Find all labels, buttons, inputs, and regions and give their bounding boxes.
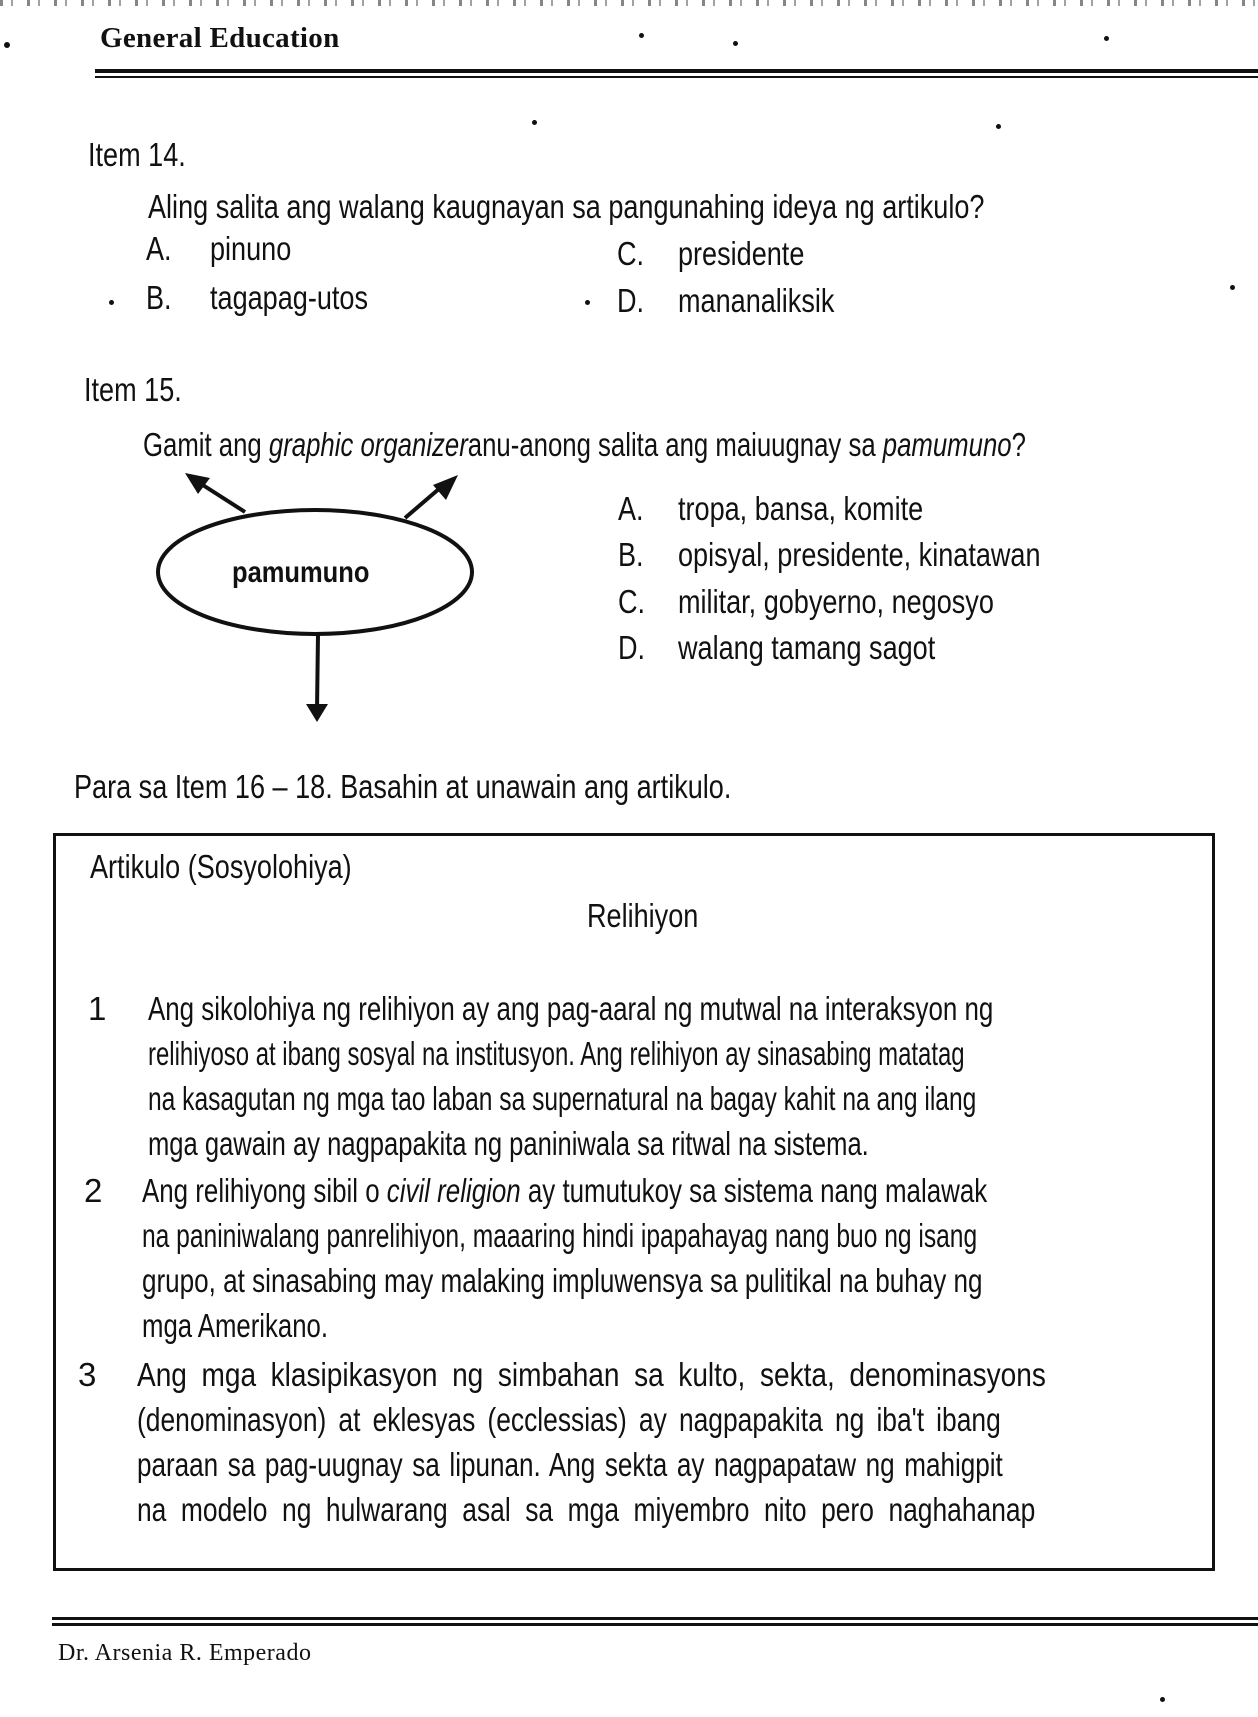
item-14-option-b-letter: B. xyxy=(146,279,172,316)
footer-author: Dr. Arsenia R. Emperado xyxy=(58,1640,312,1666)
paragraph-3-line: (denominasyon) at eklesyas (ecclessias) ay nagpapakita ng iba't ibang xyxy=(137,1401,1001,1438)
arrow-up-left-icon xyxy=(185,473,245,512)
scan-speck xyxy=(1104,36,1109,41)
item-14-question xyxy=(148,190,1168,223)
paragraph-3-line: paraan sa pag-uugnay sa lipunan. Ang sekta ay nagpapataw ng mahigpit xyxy=(137,1446,1003,1483)
scan-artifact-top xyxy=(0,0,1258,6)
paragraph-1-number: 1 xyxy=(88,990,107,1027)
item-14-option-c: presidente xyxy=(678,235,805,272)
footer-rule xyxy=(52,1617,1258,1620)
paragraph-3-line: Ang mga klasipikasyon ng simbahan sa kulto, sekta, denominasyons xyxy=(137,1356,1046,1393)
scan-speck xyxy=(733,41,738,46)
paragraph-3-number: 3 xyxy=(78,1356,97,1393)
header-rule-thin xyxy=(95,76,1258,78)
scan-speck xyxy=(109,300,114,305)
item-14-option-b: tagapag-utos xyxy=(210,279,368,316)
item-15-option-d: walang tamang sagot xyxy=(678,629,936,666)
italic-term-pamumuno: pamumuno xyxy=(882,426,1012,463)
scan-speck xyxy=(585,300,590,305)
arrow-up-right-icon xyxy=(405,475,458,518)
paragraph-2-line: na paniniwalang panrelihiyon, maaaring hindi ipapahayag nang buo ng isang xyxy=(142,1217,978,1254)
article-title: Relihiyon xyxy=(587,897,699,934)
scan-speck xyxy=(532,120,537,125)
item-15-option-c-letter: C. xyxy=(618,583,646,620)
footer-rule-thin xyxy=(52,1623,1258,1626)
scan-speck xyxy=(1230,285,1235,290)
diagram-center-label: pamumuno xyxy=(232,556,370,589)
graphic-organizer-diagram xyxy=(140,460,480,730)
scan-speck xyxy=(996,124,1001,129)
italic-term-graphic-organizer: graphic organizer xyxy=(268,426,468,463)
page-header-title: General Education xyxy=(100,22,340,54)
scan-speck xyxy=(4,42,10,48)
item-15-option-a-letter: A. xyxy=(618,490,644,527)
paragraph-3-line: na modelo ng hulwarang asal sa mga miyembro nito pero naghahanap xyxy=(137,1491,1036,1528)
scan-speck xyxy=(639,33,644,38)
item-15-option-b: opisyal, presidente, kinatawan xyxy=(678,536,1041,573)
item-14-option-a-letter: A. xyxy=(146,230,172,267)
item-14-option-d-letter: D. xyxy=(617,282,645,319)
item-14-question-text: Aling salita ang walang kaugnayan sa pangunahing ideya ng artikulo? xyxy=(148,188,985,225)
item-15-option-c: militar, gobyerno, negosyo xyxy=(678,583,994,620)
article-category: Artikulo (Sosyolohiya) xyxy=(90,848,352,885)
paragraph-2-number: 2 xyxy=(84,1172,103,1209)
paragraph-2-line: grupo, at sinasabing may malaking impluwensya sa pulitikal na buhay ng xyxy=(142,1262,983,1299)
item-14-option-a: pinuno xyxy=(210,230,292,267)
italic-term-civil-religion: civil religion xyxy=(386,1172,521,1209)
item-16-18-instructions: Para sa Item 16 – 18. Basahin at unawain ang artikulo. xyxy=(74,768,732,805)
item-15-label-text: Item 15. xyxy=(84,371,182,408)
item-15-question: Gamit ang graphic organizeranu-anong salita ang maiuugnay sa pamumuno? xyxy=(143,426,1026,463)
item-14-label-text: Item 14. xyxy=(88,136,186,173)
paragraph-2-line: mga Amerikano. xyxy=(142,1307,328,1344)
item-15-label xyxy=(84,373,203,406)
item-15-option-b-letter: B. xyxy=(618,536,644,573)
item-15-option-a: tropa, bansa, komite xyxy=(678,490,924,527)
paragraph-2-line: Ang relihiyong sibil o civil religion ay tumutukoy sa sistema nang malawak xyxy=(142,1172,988,1209)
arrow-down-icon xyxy=(306,634,328,722)
scan-speck xyxy=(1160,1697,1165,1702)
header-rule xyxy=(95,69,1258,73)
paragraph-1-line: Ang sikolohiya ng relihiyon ay ang pag-aaral ng mutwal na interaksyon ng xyxy=(148,990,994,1027)
item-14-label xyxy=(88,138,207,171)
paragraph-1-line: relihiyoso at ibang sosyal na institusyon. Ang relihiyon ay sinasabing matatag xyxy=(148,1035,965,1072)
item-14-option-c-letter: C. xyxy=(617,235,645,272)
paragraph-1-line: na kasagutan ng mga tao laban sa supernatural na bagay kahit na ang ilang xyxy=(148,1080,977,1117)
item-15-option-d-letter: D. xyxy=(618,629,646,666)
paragraph-1-line: mga gawain ay nagpapakita ng paniniwala sa ritwal na sistema. xyxy=(148,1125,869,1162)
item-14-option-d: mananaliksik xyxy=(678,282,835,319)
